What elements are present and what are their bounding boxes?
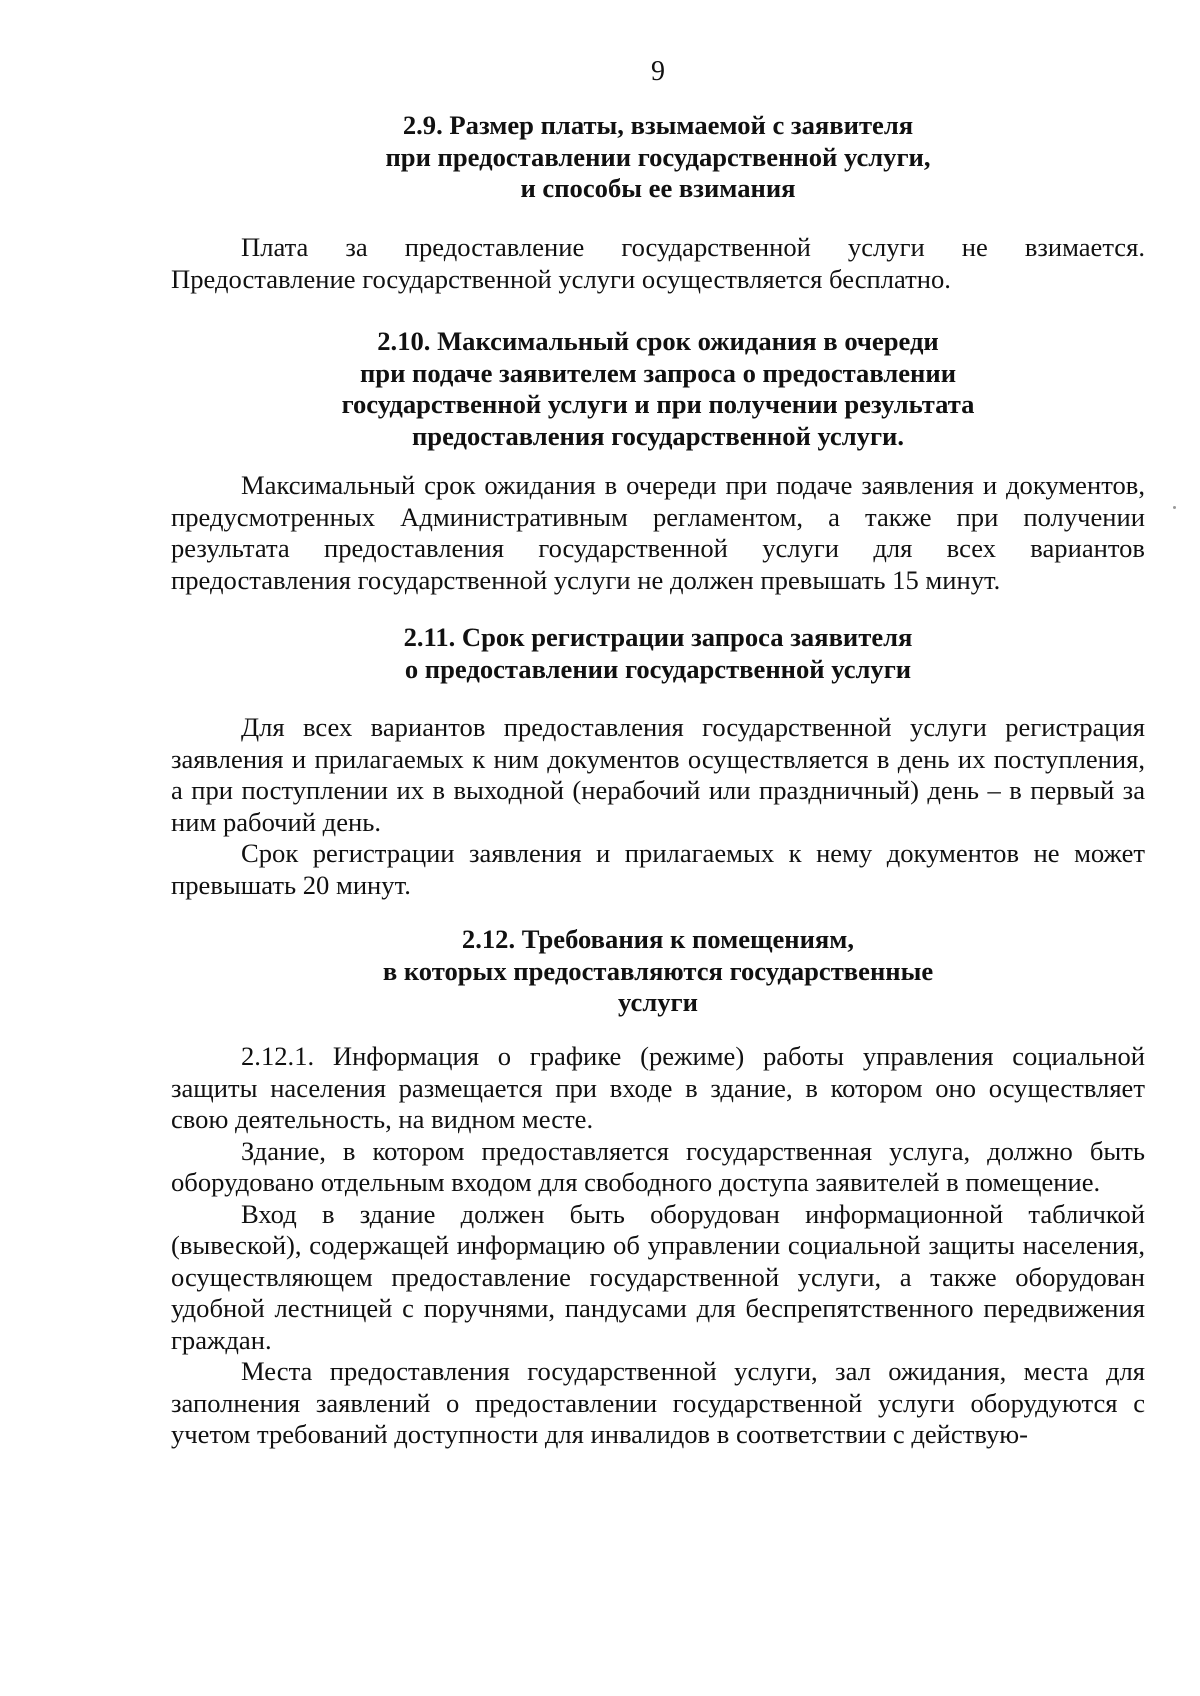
paragraph: Срок регистрации заявления и прилагаемых к нему документов не может превышать 20 минут. xyxy=(171,838,1145,900)
section-2-9-text xyxy=(171,232,1145,295)
section-heading xyxy=(171,924,1145,1019)
section-2-10-text xyxy=(171,470,1145,596)
section-2-9 xyxy=(171,110,1145,205)
heading-line: в которых предоставляются государственные xyxy=(382,955,934,986)
paragraph: Для всех вариантов предоставления государственной услуги регистрация заявления и прилагаемых к ним документов осуществляется в день их поступления, а при поступлении их в выходной (нерабочий или праздничный) день – в первый за ним рабочий день. xyxy=(171,712,1145,837)
paragraph: 2.12.1. Информация о графике (режиме) работы управления социальной защиты населения размещается при входе в здание, в котором оно осуществляет свою деятельность, на видном месте. xyxy=(171,1041,1145,1134)
heading-line: предоставления государственной услуги. xyxy=(411,420,905,451)
paragraph: Максимальный срок ожидания в очереди при подаче заявления и документов, предусмотренных Административным регламентом, а также при получении результата предоставления государственной услуги для всех вариантов предоставления государственной услуги не должен превышать 15 минут. xyxy=(171,470,1145,595)
heading-line: услуги xyxy=(618,987,698,1017)
heading-line: о предоставлении государственной услуги xyxy=(404,653,912,684)
paragraph: Места предоставления государственной услуги, зал ожидания, места для заполнения заявлений о предоставлении государственной услуги оборудуются с учетом требований доступности для инвалидов в соответствии с действую- xyxy=(171,1356,1145,1449)
paragraph: Плата за предоставление государственной услуги не взимается. Предоставление государственной услуги осуществляется бесплатно. xyxy=(171,232,1145,294)
section-2-12 xyxy=(171,924,1145,1019)
paragraph: Вход в здание должен быть оборудован информационной табличкой (вывеской), содержащей информацию об управлении социальной защиты населения, осуществляющем предоставление государственной услуги, а также оборудован удобной лестницей с поручнями, пандусами для беспрепятственного передвижения граждан. xyxy=(171,1198,1145,1355)
section-2-12-text xyxy=(171,1041,1145,1451)
section-heading xyxy=(171,110,1145,205)
heading-line: 2.10. Максимальный срок ожидания в очереди xyxy=(377,326,939,356)
heading-line: 2.12. Требования к помещениям, xyxy=(461,924,855,954)
heading-line: при подаче заявителем запроса о предоставлении xyxy=(359,357,957,388)
heading-line: государственной услуги и при получении результата xyxy=(341,389,975,419)
section-2-10 xyxy=(171,326,1145,452)
scan-artifact xyxy=(1173,506,1176,509)
heading-line: при предоставлении государственной услуги, xyxy=(385,141,931,172)
section-2-11-text xyxy=(171,712,1145,901)
page-number: 9 xyxy=(651,56,665,87)
section-heading xyxy=(171,326,1145,452)
section-heading xyxy=(171,622,1145,685)
section-2-11 xyxy=(171,622,1145,685)
heading-line: и способы ее взимания xyxy=(520,173,796,203)
heading-line: 2.9. Размер платы, взымаемой с заявителя xyxy=(402,110,914,140)
paragraph: Здание, в котором предоставляется государственная услуга, должно быть оборудовано отдельным входом для свободного доступа заявителей в помещение. xyxy=(171,1135,1145,1197)
heading-line: 2.11. Срок регистрации запроса заявителя xyxy=(403,622,913,652)
